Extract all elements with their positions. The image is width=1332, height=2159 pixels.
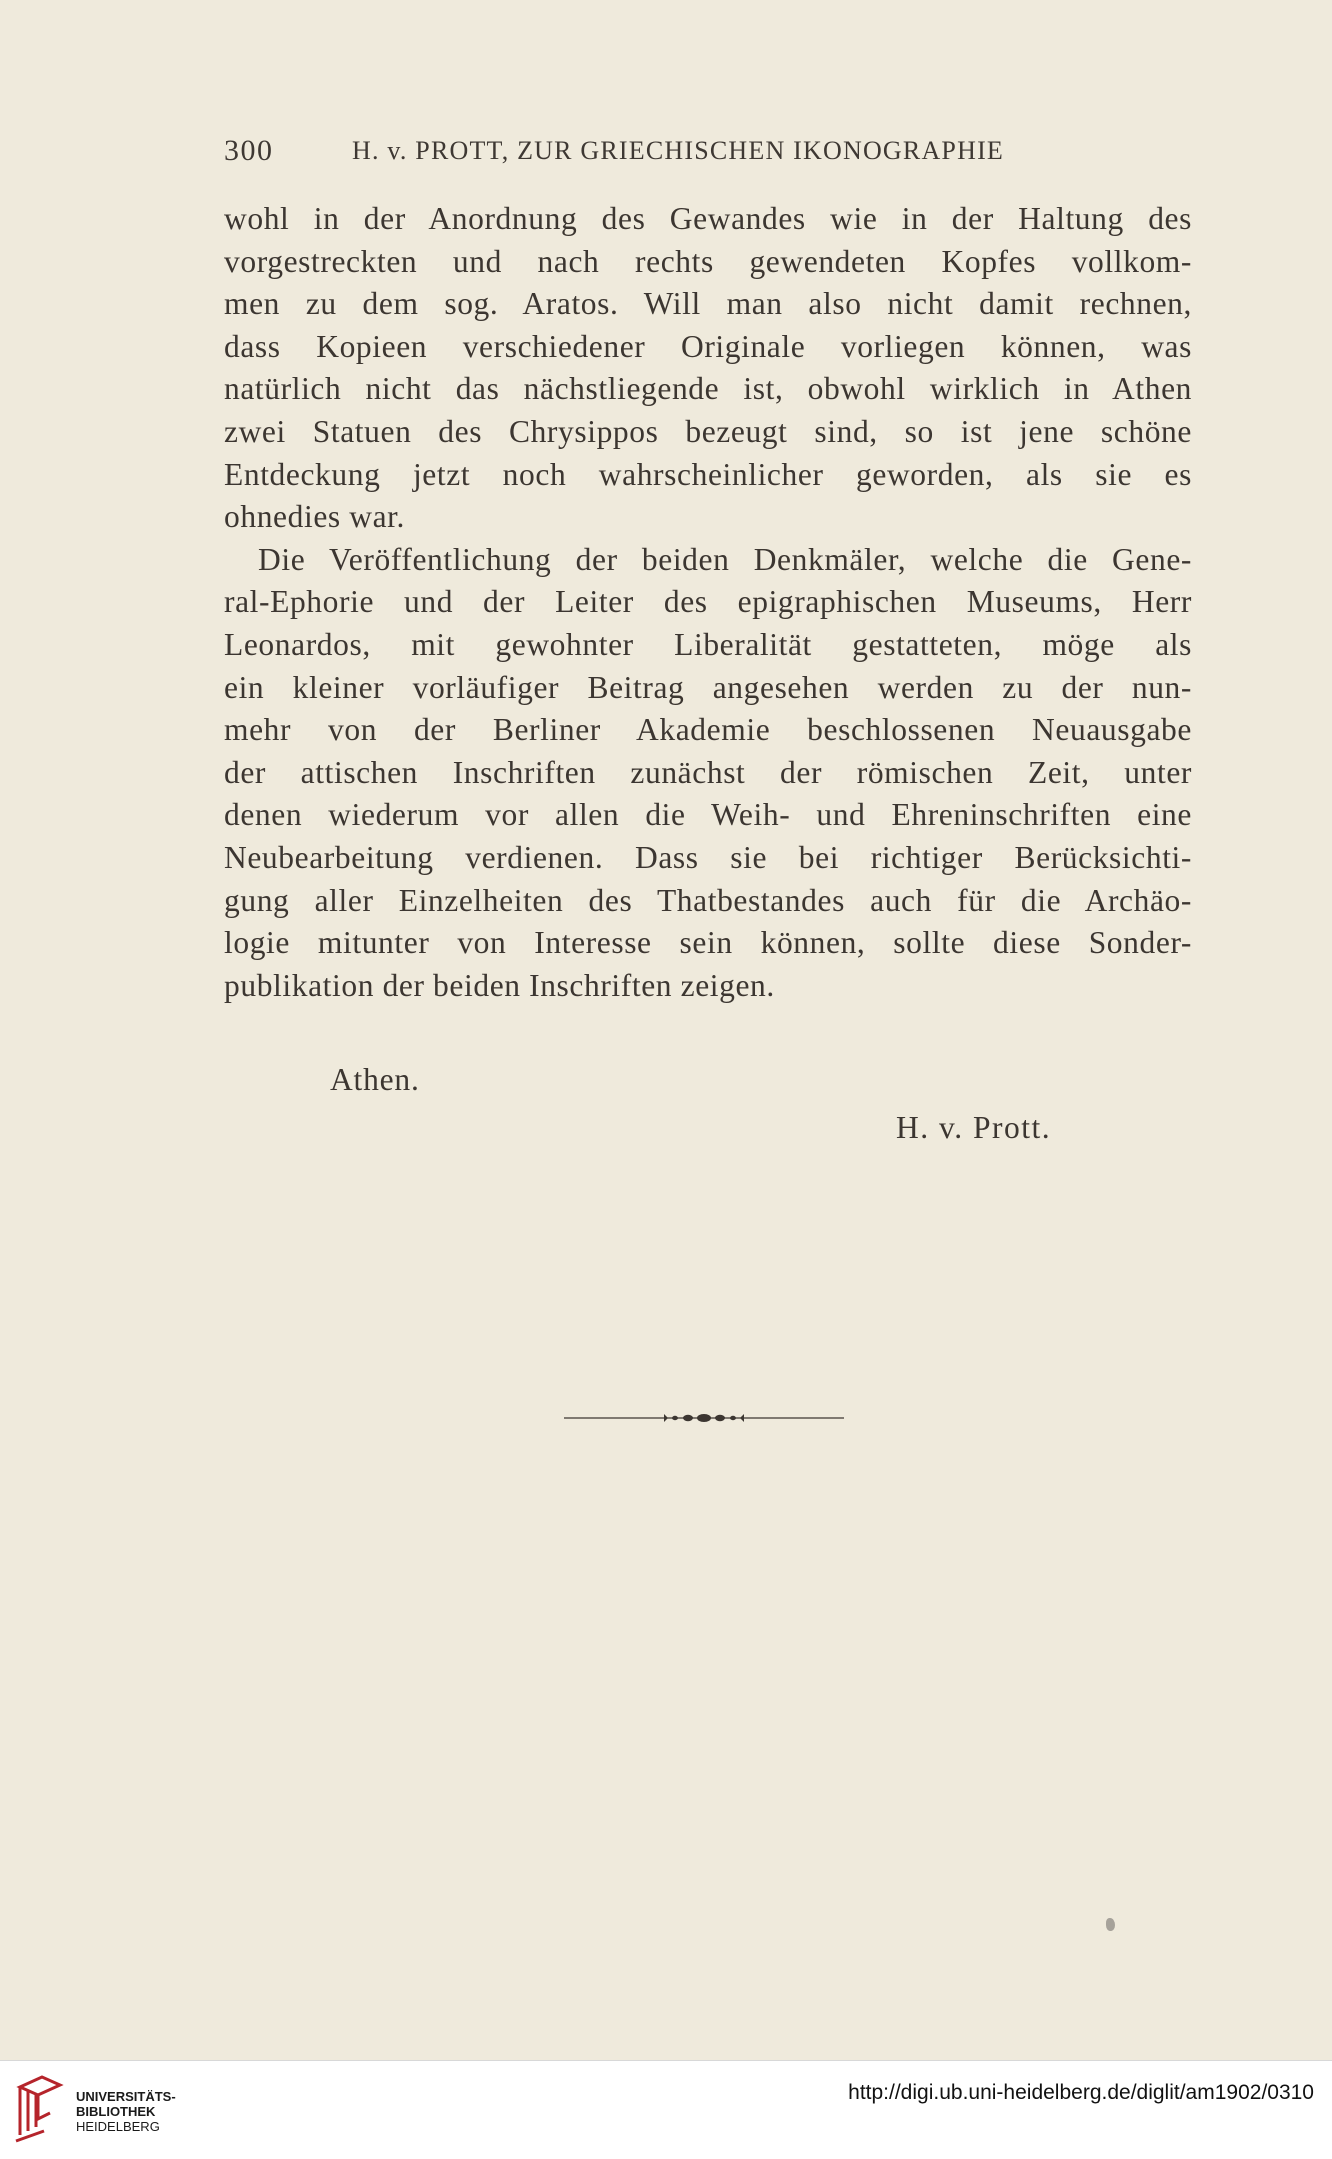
text-line: ral-Ephorie und der Leiter des epigraphischen Museums, Herr [224, 584, 1192, 620]
text-line: publikation der beiden Inschriften zeigen. [224, 967, 775, 1003]
text-line: ein kleiner vorläufiger Beitrag angesehen werden zu der nun- [224, 669, 1192, 705]
library-name-line2: BIBLIOTHEK [76, 2104, 156, 2119]
library-logo-icon [14, 2075, 66, 2145]
ink-speck [1106, 1918, 1115, 1931]
text-line: Die Veröffentlichung der beiden Denkmäler, welche die Gene- [258, 541, 1192, 577]
text-line: denen wiederum vor allen die Weih- und Ehreninschriften eine [224, 797, 1192, 833]
footer-bar [0, 2060, 1332, 2159]
text-line: gung aller Einzelheiten des Thatbestandes auch für die Archäo- [224, 882, 1192, 918]
text-line: Leonardos, mit gewohnter Liberalität gestatteten, möge als [224, 626, 1192, 662]
text-line: der attischen Inschriften zunächst der römischen Zeit, unter [224, 754, 1192, 790]
text-line: vorgestreckten und nach rechts gewendeten Kopfes vollkom- [224, 243, 1192, 279]
place-line: Athen. [330, 1062, 420, 1097]
text-line: logie mitunter von Interesse sein können, sollte diese Sonder- [224, 925, 1192, 961]
text-line: natürlich nicht das nächstliegende ist, obwohl wirklich in Athen [224, 371, 1192, 407]
page-number: 300 [224, 134, 274, 167]
text-line: zwei Statuen des Chrysippos bezeugt sind, so ist jene schöne [224, 413, 1192, 449]
text-line: wohl in der Anordnung des Gewandes wie in der Haltung des [224, 201, 1192, 236]
paragraph-1 [224, 198, 1192, 539]
running-title: H. v. PROTT, ZUR GRIECHISCHEN IKONOGRAPHIE [352, 136, 1005, 165]
library-name [76, 2089, 176, 2134]
text-line: men zu dem sog. Aratos. Will man also nicht damit rechnen, [224, 286, 1192, 322]
text-line: mehr von der Berliner Akademie beschlossenen Neuausgabe [224, 712, 1192, 748]
page-header [224, 134, 1074, 174]
body-text [224, 198, 1192, 1007]
paragraph-2 [224, 539, 1192, 1008]
library-name-line3: HEIDELBERG [76, 2119, 160, 2134]
text-line: Entdeckung jetzt noch wahrscheinlicher geworden, als sie es [224, 456, 1192, 492]
author-signature: H. v. Prott. [896, 1110, 1052, 1145]
text-line: Neubearbeitung verdienen. Dass sie bei richtiger Berücksichti- [224, 839, 1192, 875]
library-name-line1: UNIVERSITÄTS- [76, 2089, 176, 2104]
text-line: ohnedies war. [224, 499, 406, 535]
text-line: dass Kopieen verschiedener Originale vorliegen können, was [224, 328, 1192, 364]
source-url-link[interactable]: http://digi.ub.uni-heidelberg.de/diglit/am1902/0310 [848, 2081, 1314, 2104]
ornament-divider [564, 1408, 844, 1428]
